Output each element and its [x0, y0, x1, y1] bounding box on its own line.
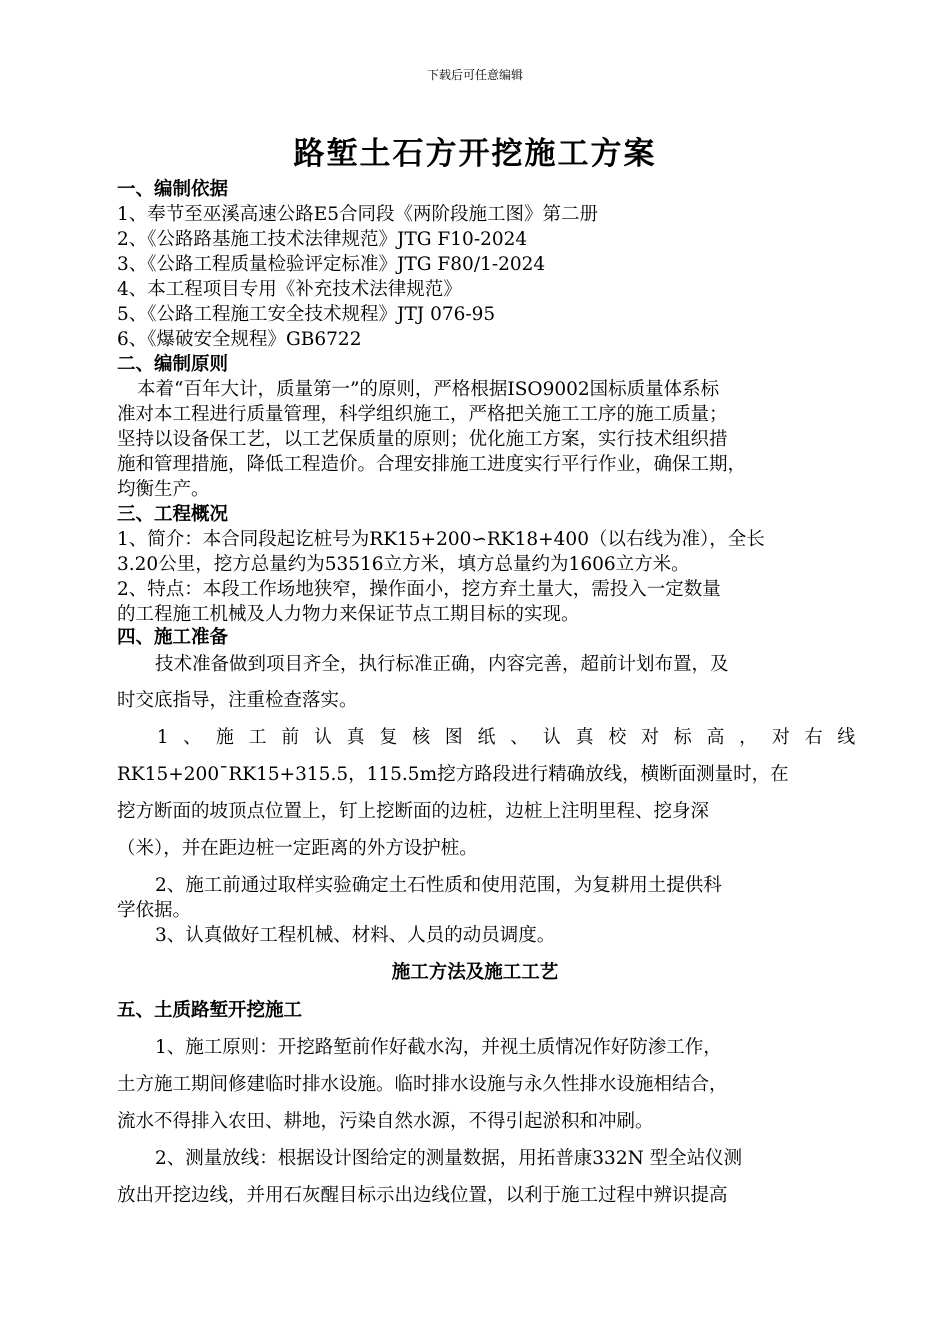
excavation-line: 2、测量放线：根据设计图给定的测量数据，用拓普康332N 型全站仪测 — [155, 1148, 743, 1169]
principle-line: 本着“百年大计，质量第一”的原则，严格根据ISO9002国标质量体系标 — [137, 379, 720, 400]
section-heading-basis: 一、编制依据 — [117, 179, 229, 200]
preparation-line: 2、施工前通过取样实验确定土石性质和使用范围，为复耕用土提供科 — [155, 875, 722, 896]
section-heading-overview: 三、工程概况 — [117, 504, 229, 525]
section-heading-excavation: 五、土质路堑开挖施工 — [117, 1000, 303, 1021]
basis-item: 1、奉节至巫溪高速公路E5合同段《两阶段施工图》第二册 — [117, 204, 599, 225]
preparation-line: 1、施工前认真复核图纸、认真校对标高，对右线 — [157, 727, 871, 748]
preparation-line: 3、认真做好工程机械、材料、人员的动员调度。 — [155, 925, 556, 946]
principle-line: 准对本工程进行质量管理，科学组织施工，严格把关施工工序的施工质量； — [117, 404, 728, 425]
preparation-line: （米），并在距边桩一定距离的外方设护桩。 — [117, 838, 478, 859]
basis-item: 4、本工程项目专用《补充技术法律规范》 — [117, 279, 462, 300]
excavation-line: 流水不得排入农田、耕地，污染自然水源，不得引起淤积和冲刷。 — [117, 1111, 654, 1132]
excavation-line: 1、施工原则：开挖路堑前作好截水沟，并视土质情况作好防渗工作， — [155, 1037, 722, 1058]
principle-line: 施和管理措施，降低工程造价。合理安排施工进度实行平行作业，确保工期， — [117, 454, 747, 475]
page-title: 路堑土石方开挖施工方案 — [293, 136, 657, 172]
excavation-line: 土方施工期间修建临时排水设施。临时排水设施与永久性排水设施相结合， — [117, 1074, 728, 1095]
header-note: 下载后可任意编辑 — [426, 68, 523, 82]
basis-item: 3、《公路工程质量检验评定标准》JTG F80/1-2024 — [117, 254, 546, 275]
basis-item: 6、《爆破安全规程》GB6722 — [117, 329, 362, 350]
basis-item: 5、《公路工程施工安全技术规程》JTJ 076-95 — [117, 304, 496, 325]
principle-line: 均衡生产。 — [117, 479, 210, 500]
preparation-line: 时交底指导，注重检查落实。 — [117, 690, 358, 711]
overview-line: 3.20公里，挖方总量约为53516立方米，填方总量约为1606立方米。 — [117, 554, 690, 575]
section-heading-preparation: 四、施工准备 — [117, 627, 229, 648]
methods-heading: 施工方法及施工工艺 — [391, 962, 559, 983]
preparation-line: 挖方断面的坡顶点位置上，钉上挖断面的边桩，边桩上注明里程、挖身深 — [117, 801, 710, 822]
preparation-line: 技术准备做到项目齐全，执行标准正确，内容完善，超前计划布置，及 — [155, 654, 729, 675]
overview-line: 1、简介：本合同段起讫桩号为RK15+200∽RK18+400（以右线为准），全长 — [117, 529, 765, 550]
excavation-line: 放出开挖边线，并用石灰醒目标示出边线位置，以利于施工过程中辨识提高 — [117, 1185, 728, 1206]
principle-line: 坚持以设备保工艺，以工艺保质量的原则；优化施工方案，实行技术组织措 — [117, 429, 728, 450]
overview-line: 的工程施工机械及人力物力来保证节点工期目标的实现。 — [117, 604, 580, 625]
preparation-line: 学依据。 — [117, 900, 192, 921]
section-heading-principles: 二、编制原则 — [117, 354, 229, 375]
basis-item: 2、《公路路基施工技术法律规范》JTG F10-2024 — [117, 229, 528, 250]
overview-line: 2、特点：本段工作场地狭窄，操作面小，挖方弃土量大，需投入一定数量 — [117, 579, 721, 600]
preparation-line: RK15+200¯RK15+315.5，115.5m挖方路段进行精确放线，横断面测量时，在 — [117, 764, 789, 785]
